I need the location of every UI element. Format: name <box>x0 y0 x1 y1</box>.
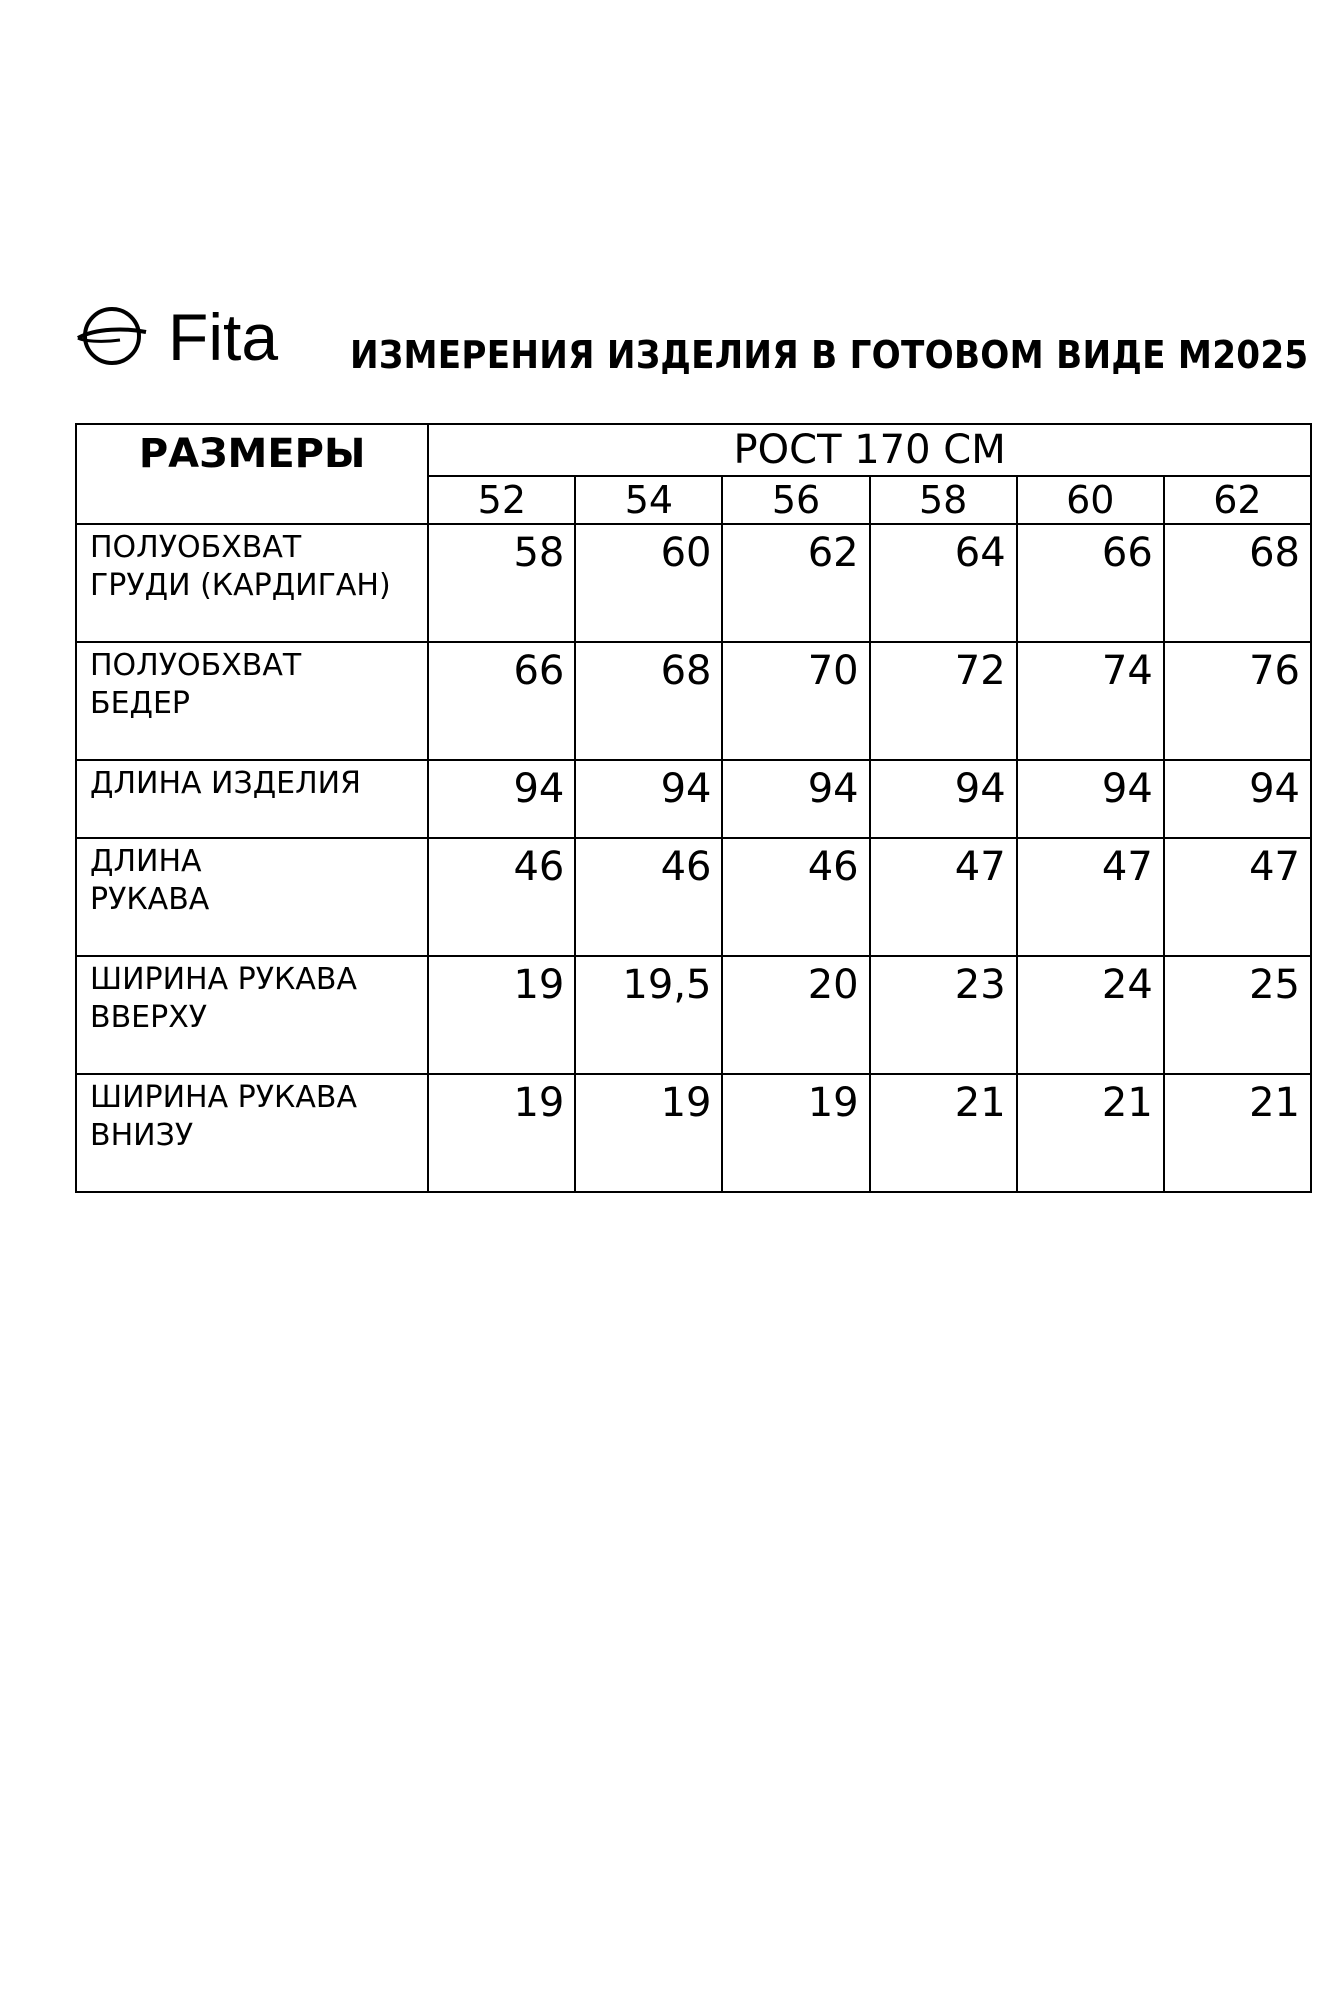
table-row <box>76 642 1311 760</box>
value-cell: 19 <box>575 1074 722 1192</box>
table-row <box>76 838 1311 956</box>
document-title: ИЗМЕРЕНИЯ ИЗДЕЛИЯ В ГОТОВОМ ВИДЕ М2025 <box>350 333 1309 377</box>
size-header: 60 <box>1017 476 1164 524</box>
value-cell: 64 <box>870 524 1017 642</box>
row-label <box>76 524 428 642</box>
size-header: 58 <box>870 476 1017 524</box>
size-header: 56 <box>722 476 869 524</box>
size-header: 54 <box>575 476 722 524</box>
value-cell: 19,5 <box>575 956 722 1074</box>
fita-logo <box>76 298 291 370</box>
value-cell: 47 <box>870 838 1017 956</box>
value-cell: 66 <box>428 642 575 760</box>
table-row <box>76 524 1311 642</box>
header-row <box>76 424 1311 476</box>
value-cell: 19 <box>428 1074 575 1192</box>
value-cell: 60 <box>575 524 722 642</box>
value-cell: 66 <box>1017 524 1164 642</box>
value-cell: 19 <box>428 956 575 1074</box>
value-cell: 47 <box>1164 838 1311 956</box>
value-cell: 46 <box>722 838 869 956</box>
svg-text:Fita: Fita <box>168 300 279 370</box>
value-cell: 76 <box>1164 642 1311 760</box>
row-label-line: ШИРИНА РУКАВА <box>90 962 357 997</box>
value-cell: 46 <box>575 838 722 956</box>
size-header: 62 <box>1164 476 1311 524</box>
value-cell: 21 <box>870 1074 1017 1192</box>
value-cell: 21 <box>1164 1074 1311 1192</box>
value-cell: 24 <box>1017 956 1164 1074</box>
table-row <box>76 760 1311 838</box>
row-label-line: ШИРИНА РУКАВА <box>90 1080 357 1115</box>
value-cell: 20 <box>722 956 869 1074</box>
row-label-line: ГРУДИ (КАРДИГАН) <box>90 568 391 603</box>
height-label: РОСТ 170 СМ <box>428 424 1311 476</box>
corner-label: РАЗМЕРЫ <box>76 424 428 524</box>
value-cell: 94 <box>870 760 1017 838</box>
value-cell: 94 <box>1017 760 1164 838</box>
value-cell: 94 <box>428 760 575 838</box>
row-label <box>76 760 428 838</box>
value-cell: 74 <box>1017 642 1164 760</box>
table-row <box>76 1074 1311 1192</box>
row-label-line: ВВЕРХУ <box>90 1000 208 1035</box>
row-label-line: ПОЛУОБХВАТ <box>90 530 302 565</box>
row-label-line: ПОЛУОБХВАТ <box>90 648 302 683</box>
value-cell: 25 <box>1164 956 1311 1074</box>
value-cell: 23 <box>870 956 1017 1074</box>
row-label <box>76 838 428 956</box>
row-label-line: ВНИЗУ <box>90 1118 194 1153</box>
value-cell: 68 <box>575 642 722 760</box>
value-cell: 46 <box>428 838 575 956</box>
size-chart-table <box>75 423 1312 1193</box>
value-cell: 58 <box>428 524 575 642</box>
row-label-line: БЕДЕР <box>90 686 191 721</box>
row-label-line: ДЛИНА ИЗДЕЛИЯ <box>90 766 361 801</box>
value-cell: 94 <box>1164 760 1311 838</box>
value-cell: 72 <box>870 642 1017 760</box>
table-row <box>76 956 1311 1074</box>
value-cell: 62 <box>722 524 869 642</box>
value-cell: 21 <box>1017 1074 1164 1192</box>
size-header: 52 <box>428 476 575 524</box>
row-label <box>76 642 428 760</box>
row-label-line: ДЛИНА <box>90 844 202 879</box>
value-cell: 94 <box>575 760 722 838</box>
value-cell: 47 <box>1017 838 1164 956</box>
value-cell: 68 <box>1164 524 1311 642</box>
value-cell: 19 <box>722 1074 869 1192</box>
value-cell: 70 <box>722 642 869 760</box>
row-label <box>76 956 428 1074</box>
row-label-line: РУКАВА <box>90 882 210 917</box>
fita-logo-mark <box>76 298 291 370</box>
row-label <box>76 1074 428 1192</box>
value-cell: 94 <box>722 760 869 838</box>
